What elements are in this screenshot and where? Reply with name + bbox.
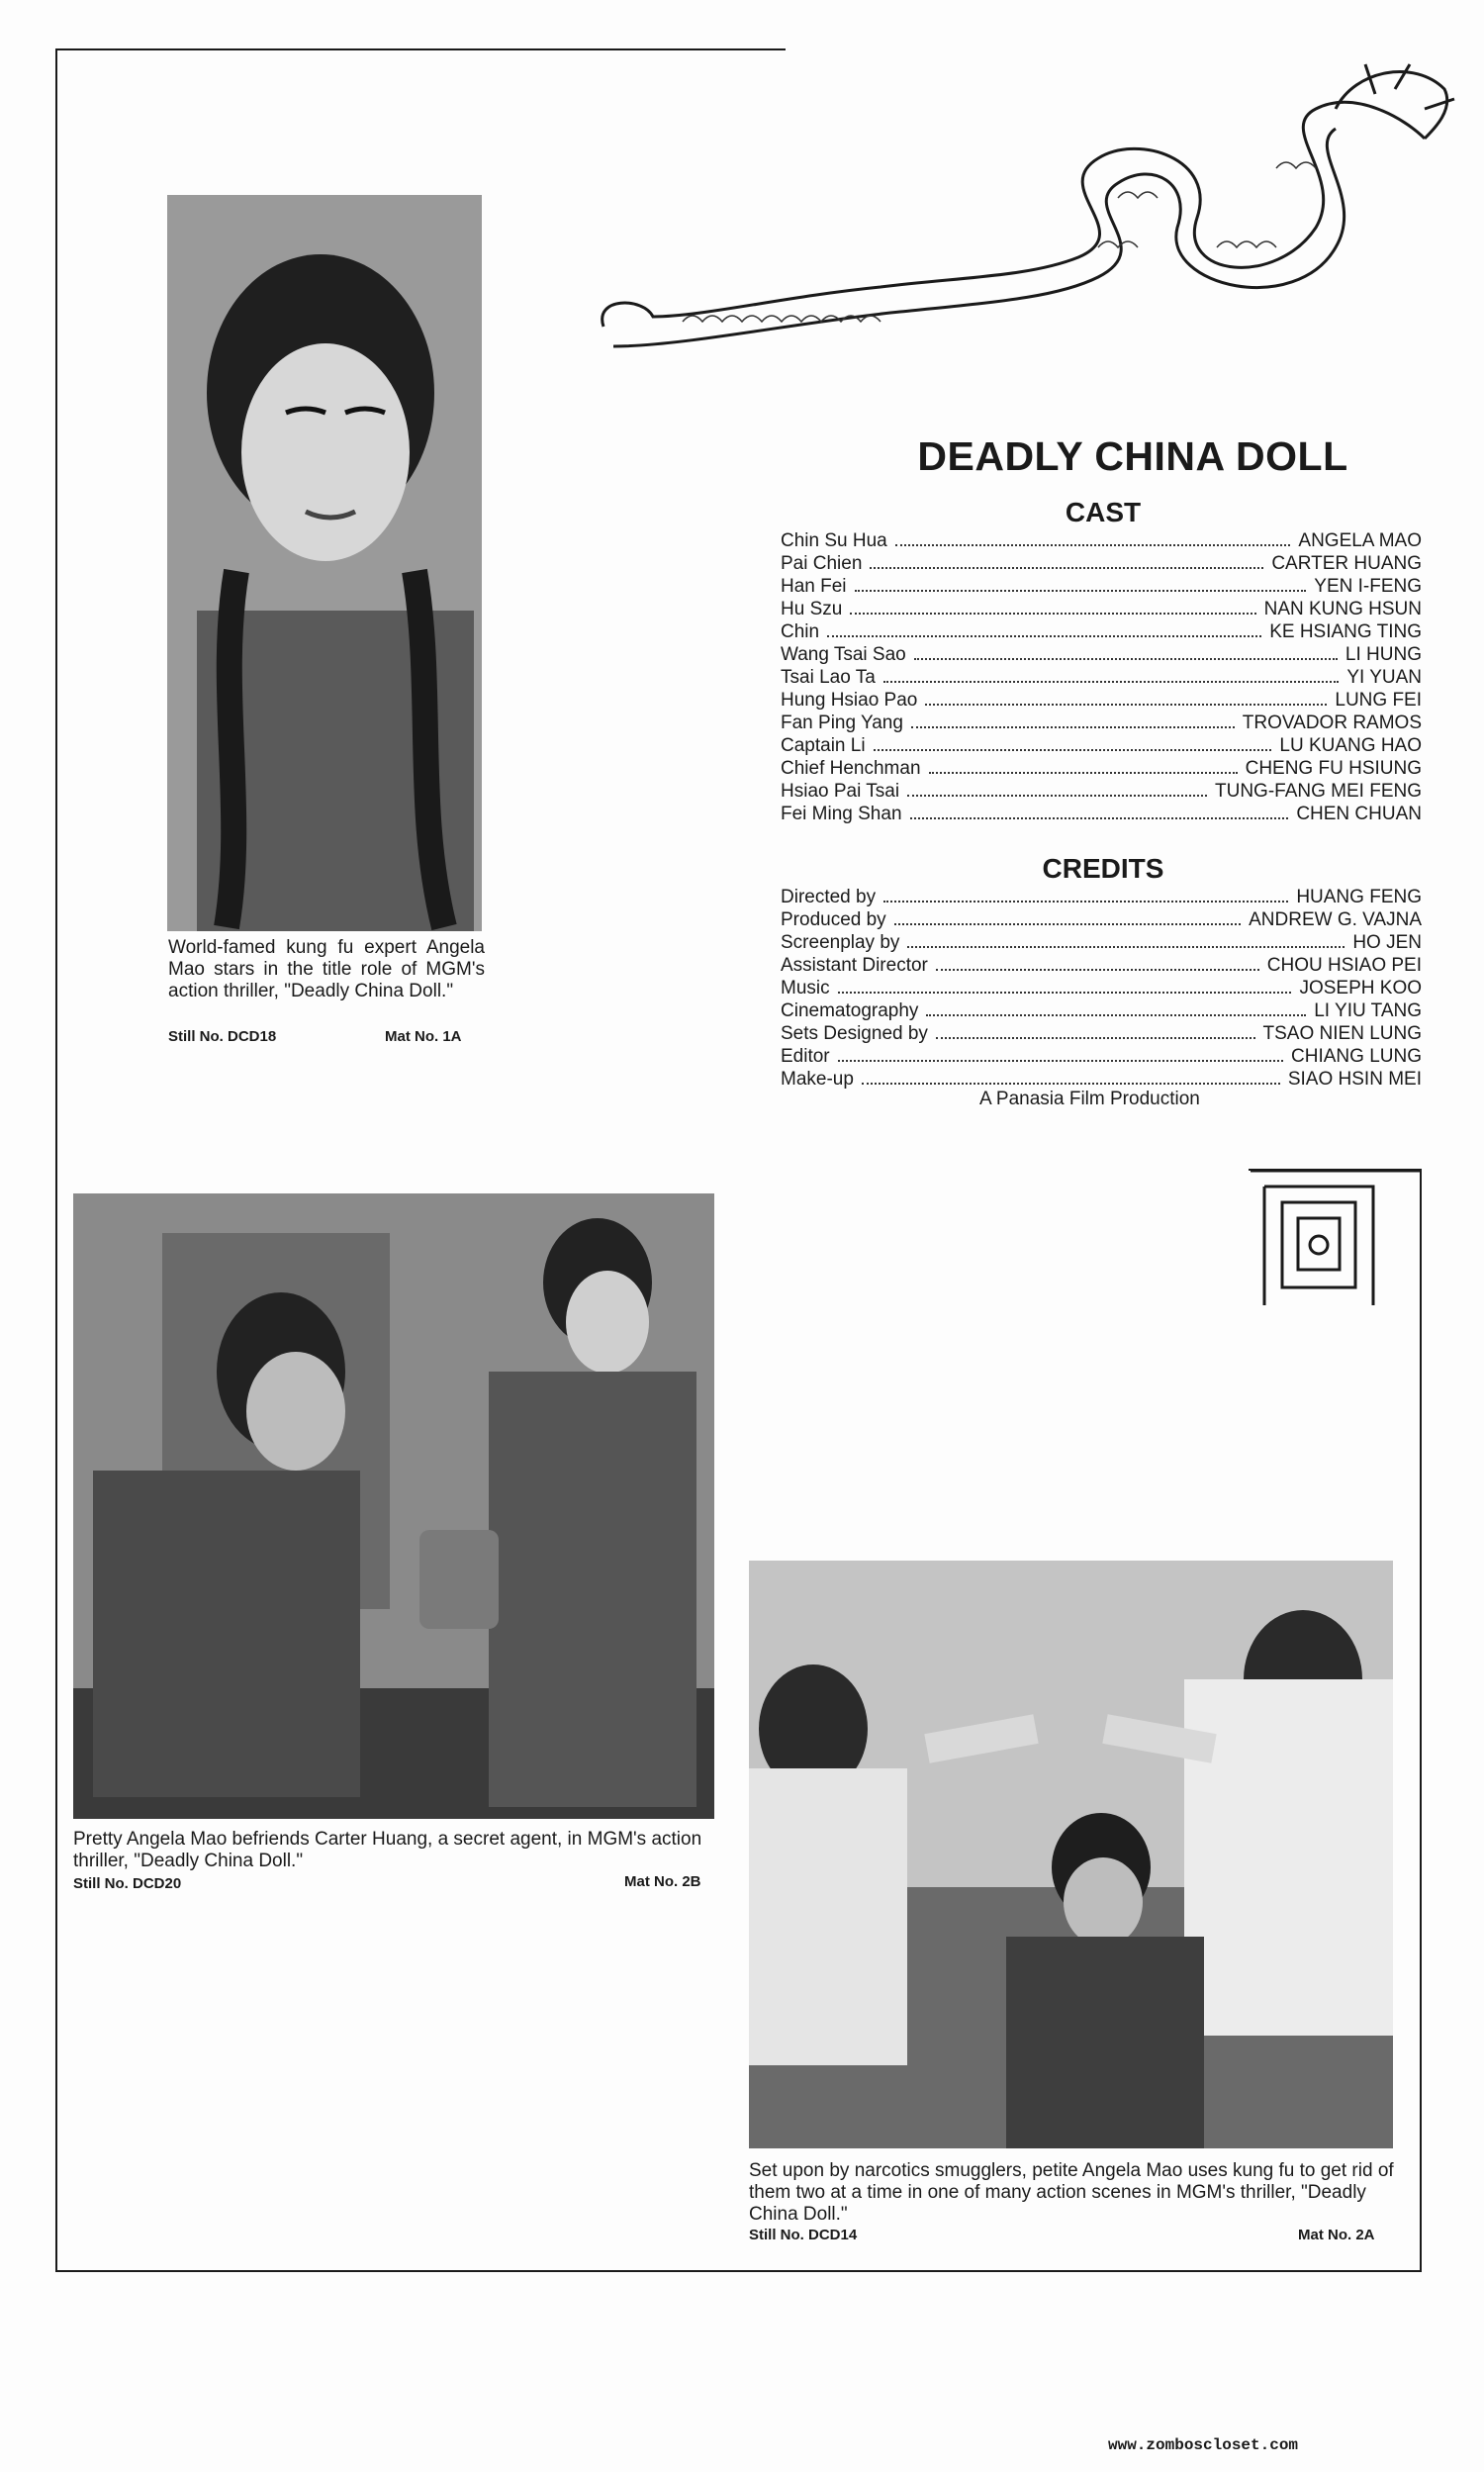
leader-dots: [874, 748, 1272, 751]
mat-number: Mat No. 2B: [624, 1873, 701, 1890]
frame-bottom-line: [55, 2270, 1422, 2272]
cast-row: [781, 666, 1422, 689]
credit-name: JOSEPH KOO: [1299, 978, 1422, 998]
cast-role: Captain Li: [781, 735, 866, 756]
credit-row: [781, 977, 1422, 999]
leader-dots: [925, 703, 1327, 706]
cast-actor: NAN KUNG HSUN: [1263, 599, 1422, 619]
credit-name: ANDREW G. VAJNA: [1249, 909, 1422, 930]
still-number: Still No. DCD18: [168, 1028, 277, 1045]
credit-name: CHIANG LUNG: [1291, 1046, 1422, 1067]
cast-role: Chief Henchman: [781, 758, 921, 779]
cast-role: Hu Szu: [781, 599, 843, 619]
cast-role: Fan Ping Yang: [781, 713, 903, 733]
cast-actor: CARTER HUANG: [1271, 553, 1422, 574]
cast-actor: TROVADOR RAMOS: [1242, 713, 1422, 733]
cast-row: [781, 529, 1422, 552]
cast-actor: KE HSIANG TING: [1269, 621, 1422, 642]
production-note: A Panasia Film Production: [979, 1089, 1200, 1109]
credits-heading: CREDITS: [1042, 853, 1164, 884]
concentric-squares-logo: [1249, 1169, 1422, 1307]
leader-dots: [911, 725, 1235, 728]
leader-dots: [936, 1036, 1255, 1039]
cast-row: [781, 643, 1422, 666]
cast-role: Hung Hsiao Pao: [781, 690, 918, 711]
leader-dots: [855, 589, 1307, 592]
credit-role: Produced by: [781, 909, 886, 930]
cast-row: [781, 757, 1422, 780]
mat-number: Mat No. 2A: [1298, 2227, 1375, 2243]
credit-name: HUANG FENG: [1296, 887, 1422, 907]
still-number: Still No. DCD20: [73, 1875, 182, 1892]
leader-dots: [883, 680, 1340, 683]
credit-name: TSAO NIEN LUNG: [1262, 1023, 1422, 1044]
photo-angela-mao-portrait: [167, 195, 482, 931]
cast-row: [781, 780, 1422, 803]
credit-role: Cinematography: [781, 1000, 919, 1021]
leader-dots: [929, 771, 1238, 774]
cast-role: Chin: [781, 621, 820, 642]
credit-row: [781, 1068, 1422, 1091]
leader-dots: [936, 968, 1259, 971]
leader-dots: [883, 900, 1288, 903]
credit-role: Music: [781, 978, 830, 998]
cast-actor: YEN I-FENG: [1314, 576, 1422, 597]
leader-dots: [894, 922, 1241, 925]
mat-number: Mat No. 1A: [385, 1028, 462, 1045]
cast-actor: TUNG-FANG MEI FENG: [1215, 781, 1422, 802]
leader-dots: [838, 991, 1292, 994]
frame-left-line: [55, 48, 57, 2272]
cast-actor: CHENG FU HSIUNG: [1245, 758, 1422, 779]
credit-name: CHOU HSIAO PEI: [1266, 955, 1422, 976]
cast-actor: YI YUAN: [1346, 667, 1422, 688]
cast-role: Wang Tsai Sao: [781, 644, 906, 665]
credit-name: SIAO HSIN MEI: [1287, 1069, 1422, 1090]
cast-role: Han Fei: [781, 576, 847, 597]
credit-row: [781, 931, 1422, 954]
leader-dots: [838, 1059, 1283, 1062]
credit-role: Assistant Director: [781, 955, 928, 976]
cast-role: Chin Su Hua: [781, 530, 887, 551]
photo-kung-fu-fight-scene: [749, 1561, 1393, 2148]
photo-caption: World-famed kung fu expert Angela Mao stars in the title role of MGM's action thriller, "Deadly China Doll.": [168, 937, 485, 1001]
credit-role: Screenplay by: [781, 932, 900, 953]
cast-heading: CAST: [1065, 497, 1142, 527]
cast-actor: LU KUANG HAO: [1279, 735, 1422, 756]
leader-dots: [895, 543, 1291, 546]
credit-row: [781, 1045, 1422, 1068]
leader-dots: [870, 566, 1263, 569]
cast-row: [781, 803, 1422, 825]
website-watermark: www.zomboscloset.com: [1108, 2436, 1299, 2454]
dragon-illustration: [584, 49, 1459, 356]
leader-dots: [862, 1082, 1280, 1085]
cast-actor: ANGELA MAO: [1298, 530, 1422, 551]
credit-row: [781, 908, 1422, 931]
credit-row: [781, 1022, 1422, 1045]
still-number: Still No. DCD14: [749, 2227, 858, 2243]
credit-name: LI YIU TANG: [1314, 1000, 1422, 1021]
cast-row: [781, 598, 1422, 620]
cast-row: [781, 620, 1422, 643]
cast-role: Fei Ming Shan: [781, 804, 902, 824]
cast-row: [781, 734, 1422, 757]
cast-list: [781, 529, 1422, 825]
cast-row: [781, 575, 1422, 598]
leader-dots: [850, 612, 1255, 615]
cast-row: [781, 552, 1422, 575]
cast-row: [781, 689, 1422, 712]
credit-row: [781, 954, 1422, 977]
frame-right-line: [1420, 1170, 1422, 2272]
leader-dots: [914, 657, 1338, 660]
credit-role: Make-up: [781, 1069, 854, 1090]
cast-role: Pai Chien: [781, 553, 863, 574]
photo-caption: Pretty Angela Mao befriends Carter Huang, a secret agent, in MGM's action thriller, "Deadly China Doll.": [73, 1829, 702, 1871]
photo-mao-and-huang: [73, 1193, 714, 1819]
credit-name: HO JEN: [1352, 932, 1422, 953]
cast-row: [781, 712, 1422, 734]
cast-role: Tsai Lao Ta: [781, 667, 876, 688]
cast-role: Hsiao Pai Tsai: [781, 781, 900, 802]
leader-dots: [907, 794, 1207, 797]
leader-dots: [926, 1013, 1306, 1016]
credit-role: Sets Designed by: [781, 1023, 928, 1044]
cast-actor: LI HUNG: [1345, 644, 1422, 665]
credit-role: Directed by: [781, 887, 877, 907]
credit-role: Editor: [781, 1046, 830, 1067]
film-title: DEADLY CHINA DOLL: [917, 433, 1348, 479]
photo-caption: Set upon by narcotics smugglers, petite Angela Mao uses kung fu to get rid of them two at a time in one of many action scenes in MGM's thriller, "Deadly China Doll.": [749, 2160, 1394, 2225]
cast-actor: CHEN CHUAN: [1296, 804, 1422, 824]
leader-dots: [907, 945, 1345, 948]
credit-row: [781, 886, 1422, 908]
cast-actor: LUNG FEI: [1335, 690, 1422, 711]
credits-list: [781, 886, 1422, 1091]
leader-dots: [910, 816, 1289, 819]
leader-dots: [827, 634, 1261, 637]
credit-row: [781, 999, 1422, 1022]
